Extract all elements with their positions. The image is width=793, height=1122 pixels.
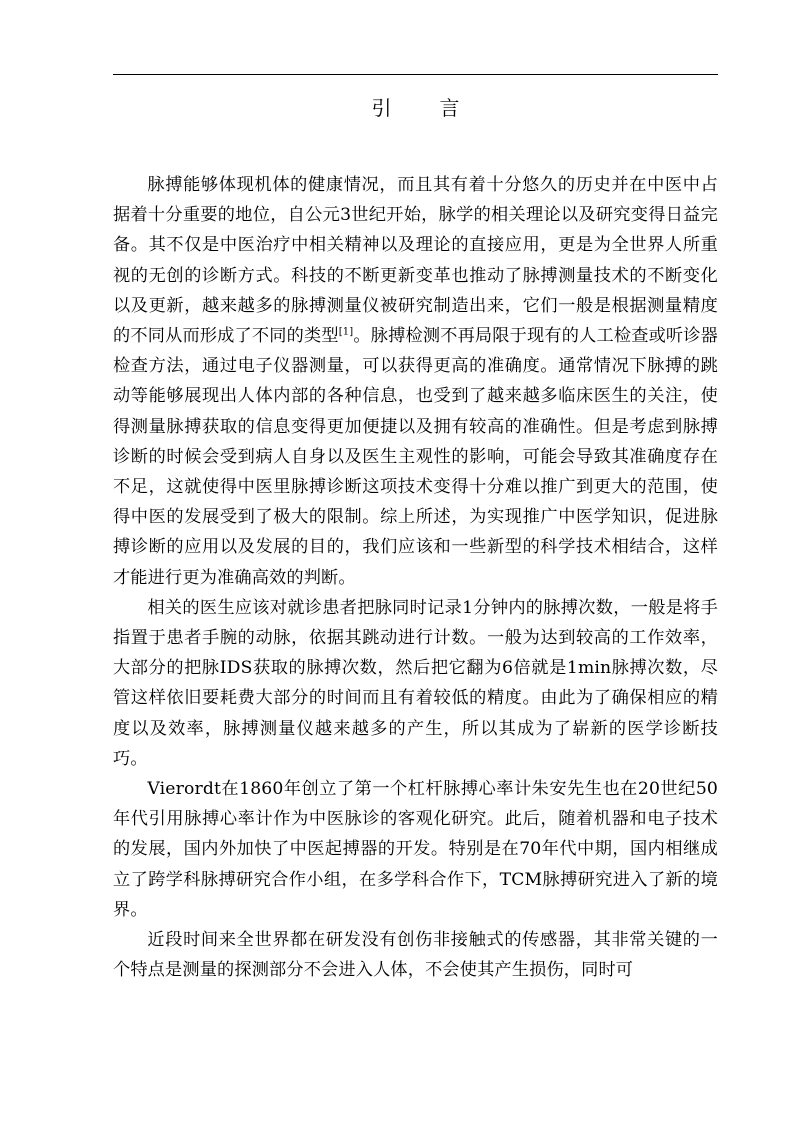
- citation-ref-1: [1]: [338, 326, 354, 338]
- paragraph-2: 相关的医生应该对就诊患者把脉同时记录1分钟内的脉搏次数，一般是将手指置于患者手腕的动脉，依据其跳动进行计数。一般为达到较高的工作效率，大部分的把脉IDS获取的脉搏次数，然后把它翻为6倍就是1min脉搏次数，尽管这样依旧要耗费大部分的时间而且有着较低的精度。由此为了确保相应的精度以及效率，脉搏测量仪越来越多的产生，所以其成为了崭新的医学诊断技巧。: [113, 597, 718, 769]
- body-text: [113, 170, 718, 985]
- section-title-char-1: 引: [371, 96, 392, 120]
- section-title: [113, 93, 718, 123]
- paragraph-4: 近段时间来全世界都在研发没有创伤非接触式的传感器，其非常关键的一个特点是测量的探测部分不会进入人体，不会使其产生损伤，同时可: [113, 930, 718, 981]
- paragraph-3: Vierordt在1860年创立了第一个杠杆脉搏心率计朱安先生也在20世纪50年代引用脉搏心率计作为中医脉诊的客观化研究。此后，随着机器和电子技术的发展，国内外加快了中医起搏器的开发。特别是在70年代中期，国内相继成立了跨学科脉搏研究合作小组，在多学科合作下，TCM脉搏研究进入了新的境界。: [113, 779, 718, 920]
- paragraph-1: [113, 170, 718, 593]
- header-rule: [113, 74, 718, 75]
- paragraph-1-text-a: 脉搏能够体现机体的健康情况，而且其有着十分悠久的历史并在中医中占据着十分重要的地位，自公元3世纪开始，脉学的相关理论以及研究变得日益完备。其不仅是中医治疗中相关精神以及理论的直接应用，更是为全世界人所重视的无创的诊断方式。科技的不断更新变革也推动了脉搏测量技术的不断变化以及更新，越来越多的脉搏测量仪被研究制造出来，它们一般是根据测量精度的不同从而形成了不同的类型: [113, 175, 718, 347]
- section-title-char-2: 言: [439, 96, 460, 120]
- paragraph-1-text-b: 。脉搏检测不再局限于现有的人工检查或听诊器检查方法，通过电子仪器测量，可以获得更高的准确度。通常情况下脉搏的跳动等能够展现出人体内部的各种信息，也受到了越来越多临床医生的关注，使得测量脉搏获取的信息变得更加便捷以及拥有较高的准确性。但是考虑到脉搏诊断的时候会受到病人自身以及医生主观性的影响，可能会导致其准确度存在不足，这就使得中医里脉搏诊断这项技术变得十分难以推广到更大的范围，使得中医的发展受到了极大的限制。综上所述，为实现推广中医学知识，促进脉搏诊断的应用以及发展的目的，我们应该和一些新型的科学技术相结合，这样才能进行更为准确高效的判断。: [113, 326, 718, 588]
